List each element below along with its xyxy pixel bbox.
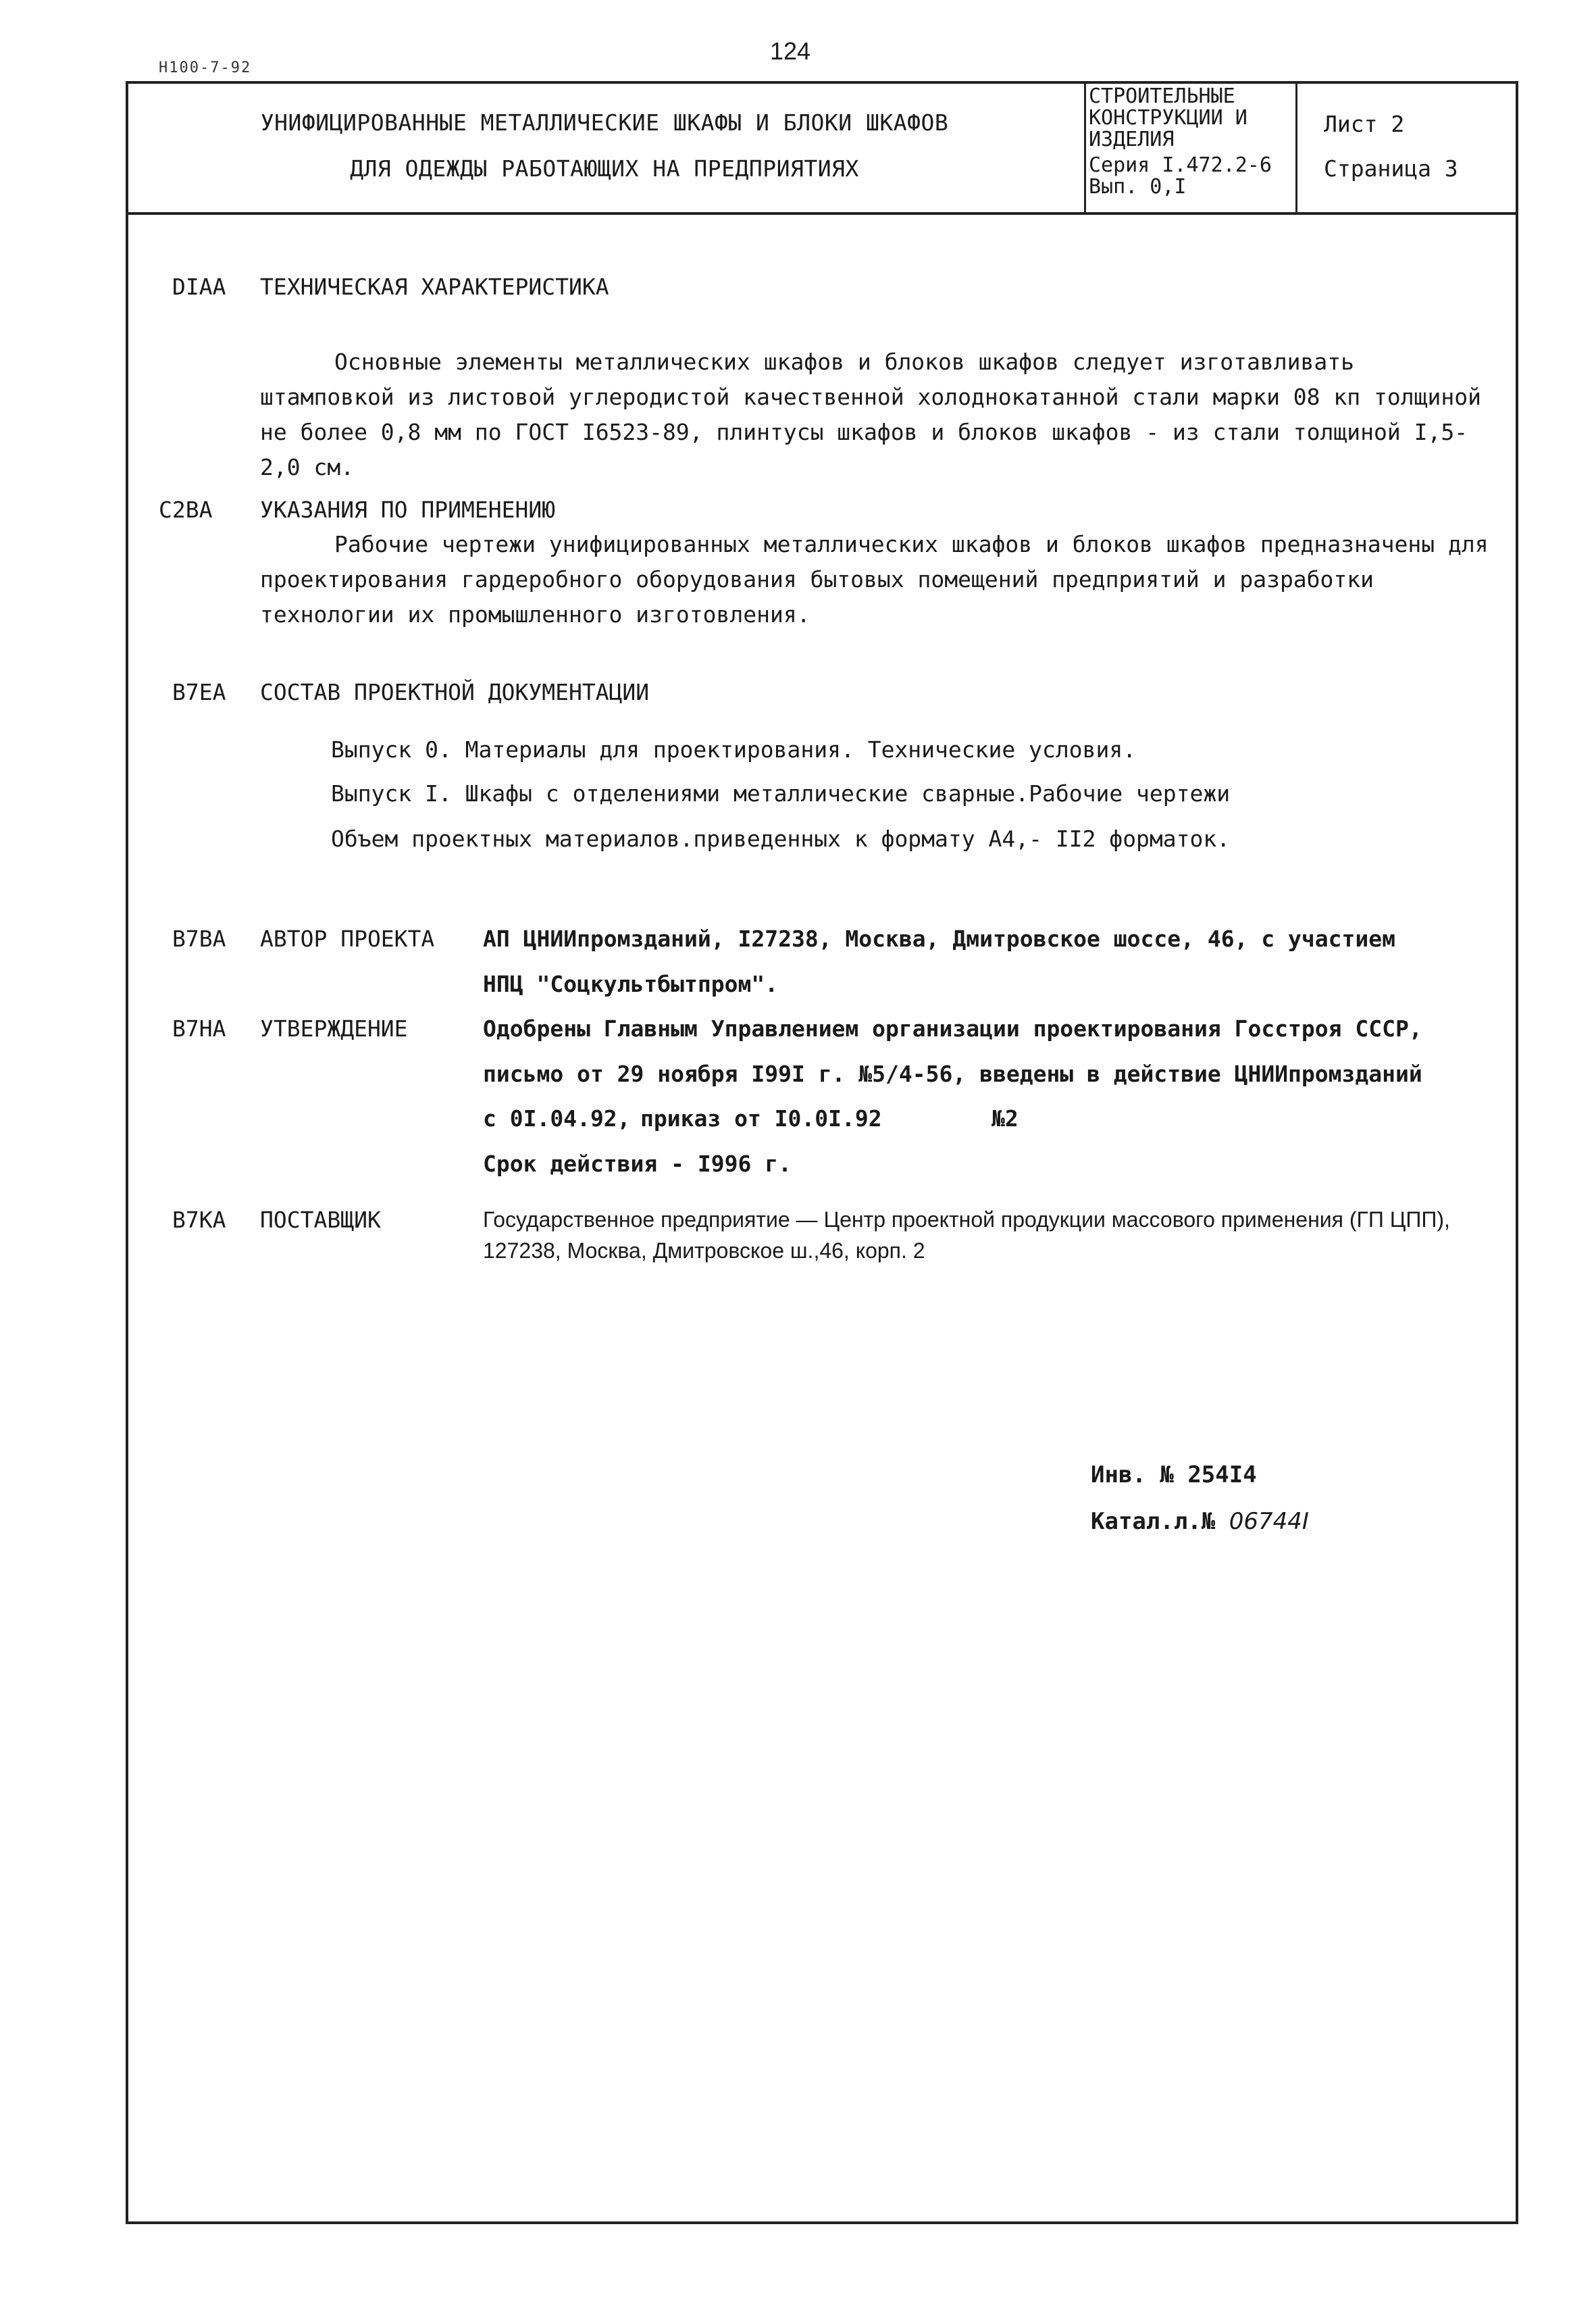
section-title-supplier: ПОСТАВЩИК (260, 1207, 381, 1233)
section-code-usage: C2BA (159, 497, 213, 523)
composition-volume: Объем проектных материалов.приведенных к формату А4,- II2 форматок. (331, 826, 1231, 852)
document-title-line1: УНИФИЦИРОВАННЫЕ МЕТАЛЛИЧЕСКИЕ ШКАФЫ И БЛОКИ ШКАФОВ (260, 109, 949, 136)
section-title-tech: ТЕХНИЧЕСКАЯ ХАРАКТЕРИСТИКА (260, 274, 609, 300)
inventory-number (1091, 1461, 1257, 1488)
author-line2: НПЦ "Соцкультбытпром". (483, 971, 779, 997)
tech-description: Основные элементы металлических шкафов и блоков шкафов следует изготавливать штамповкой из листовой углеродистой качественной холоднокатанной стали марки 08 кп толщиной не более 0,8 мм по ГОСТ I6523-89, плинтусы шкафов и блоков шкафов - из стали толщиной I,5-2,0 см. (260, 349, 1481, 480)
document-title-line2: ДЛЯ ОДЕЖДЫ РАБОТАЮЩИХ НА ПРЕДПРИЯТИЯХ (350, 155, 859, 182)
section-title-composition: СОСТАВ ПРОЕКТНОЙ ДОКУМЕНТАЦИИ (260, 679, 650, 705)
document-code: Н100-7-92 (159, 59, 252, 76)
supplier-details: Государственное предприятие — Центр проектной продукции массового применения (ГП ЦПП), 127238, Москва, Дмитровское ш.,46, корп. 2 (483, 1207, 1450, 1263)
catalog-number (1091, 1508, 1309, 1535)
inventory-label: Инв. № (1091, 1461, 1174, 1488)
issue-number: Вып. 0,I (1089, 175, 1187, 199)
header-divider (126, 212, 1518, 215)
category-line3: ИЗДЕЛИЯ (1089, 128, 1175, 151)
approval-line2: письмо от 29 ноября I99I г. №5/4-56, введены в действие ЦНИИпромзданий (483, 1061, 1422, 1087)
composition-issue1: Выпуск I. Шкафы с отделениями металлические сварные.Рабочие чертежи (331, 780, 1231, 807)
sheet-number: Лист 2 (1324, 111, 1405, 137)
section-title-approval: УТВЕРЖДЕНИЕ (260, 1015, 408, 1042)
section-title-author: АВТОР ПРОЕКТА (260, 926, 435, 952)
section-title-usage: УКАЗАНИЯ ПО ПРИМЕНЕНИЮ (260, 497, 556, 523)
section-code-supplier: B7KA (172, 1207, 226, 1233)
category-line2: КОНСТРУКЦИИ И (1089, 106, 1247, 130)
inventory-value: 254I4 (1187, 1461, 1257, 1488)
approval-order-number: №2 (992, 1105, 1019, 1132)
category-line1: СТРОИТЕЛЬНЫЕ (1089, 84, 1235, 108)
catalog-label: Катал.л.№ (1091, 1508, 1216, 1535)
section-code-tech: DIAA (172, 274, 226, 300)
catalog-value: 06744I (1229, 1508, 1309, 1535)
header-column-divider (1295, 81, 1297, 213)
approval-order: приказ от I0.0I.92 (640, 1105, 882, 1132)
composition-issue0: Выпуск 0. Материалы для проектирования. Технические условия. (331, 736, 1137, 763)
usage-description: Рабочие чертежи унифицированных металлических шкафов и блоков шкафов предназначены для проектирования гардеробного оборудования бытовых помещений предприятий и разработки технологии их промышленного изготовления. (260, 531, 1489, 628)
approval-date: с 0I.04.92, (483, 1105, 631, 1132)
section-code-author: B7BA (172, 926, 226, 952)
section-code-approval: B7HA (172, 1015, 226, 1042)
page-label: Страница 3 (1324, 155, 1458, 182)
author-line1: АП ЦНИИпромзданий, I27238, Москва, Дмитровское шоссе, 46, с участием (483, 926, 1396, 952)
approval-validity: Срок действия - I996 г. (483, 1151, 792, 1177)
page-number: 124 (770, 37, 811, 65)
section-code-composition: B7EA (172, 679, 226, 705)
header-column-divider (1084, 81, 1086, 213)
series-number: Серия I.472.2-6 (1089, 153, 1272, 177)
approval-line1: Одобрены Главным Управлением организации проектирования Госстроя СССР, (483, 1015, 1422, 1042)
